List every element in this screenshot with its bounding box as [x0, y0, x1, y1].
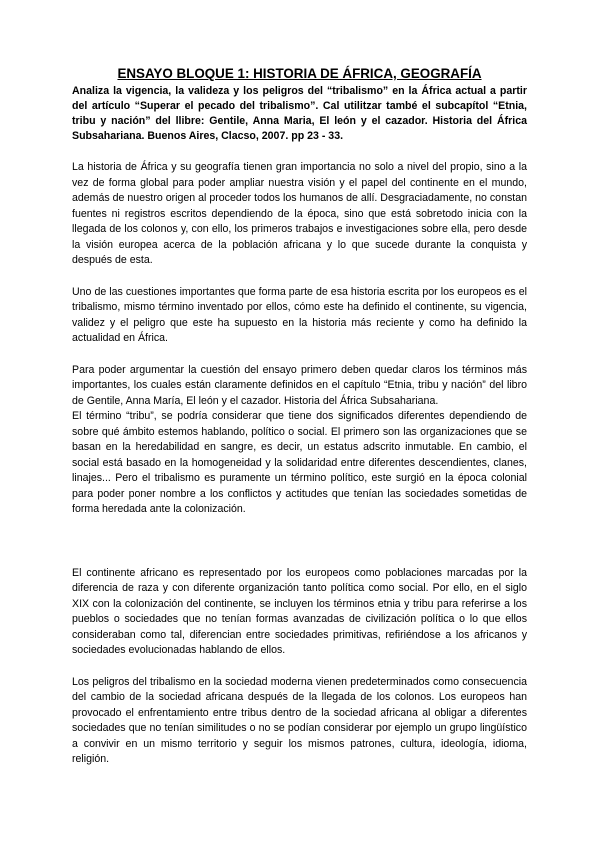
- assignment-prompt: Analiza la vigencia, la valideza y los peligros del “tribalismo” en la África actual a partir del artículo “Superar el pecado del tribalismo”. Cal utilitzar també el subcapítol “Etnia, tribu y nación” del llibre: Gentile, Anna Maria, El león y el cazador. Historia del África Subsahariana. Buenos Aires, Clacso, 2007. pp 23 - 33.: [72, 85, 527, 142]
- document-page: [72, 66, 527, 768]
- paragraph-tribalism: Uno de las cuestiones importantes que forma parte de esa historia escrita por los europeos es el tribalismo, mismo término inventado por ellos, cómo este ha definido el continente, su vigencia, validez y el peligro que este ha supuesto en la historia más reciente y como ha definido la actualidad en África.: [72, 285, 527, 344]
- paragraph-terms: Para poder argumentar la cuestión del ensayo primero deben quedar claros los términos más importantes, los cuales están claramente definidos en el capítulo “Etnia, tribu y nación” del libro de Gentile, Anna María, El león y el cazador. Historia del África Subsahariana.: [72, 363, 527, 407]
- document-title: ENSAYO BLOQUE 1: HISTORIA DE ÁFRICA, GEOGRAFÍA: [117, 66, 482, 81]
- paragraph-intro: La historia de África y su geografía tienen gran importancia no solo a nivel del propio, sino a la vez de forma global para poder ampliar nuestra visión y el papel del continente en el mundo, además de nuestro origen al proceder todos los humanos de allí. Desgraciadamente, no constan fuentes ni registros escritos dependiendo de la época, sino que está sobretodo inicia con la llegada de los colonos y, con ello, los primeros trabajos e investigaciones sobre ella, pero desde la visión europea acerca de la población africana y lo que sucede durante la conquista y después de esta.: [72, 161, 527, 266]
- paragraph-continent: El continente africano es representado por los europeos como poblaciones marcadas por la diferencia de raza y con diferente organización tanto política como social. Por ello, en el siglo XIX con la colonización del continente, se incluyen los términos etnia y tribu para referirse a los pueblos o sociedades que no tenían formas avanzadas de civilización política o lo que ellos consideraban como tal, diferencian entre sociedades primitivas, refiriéndose a los africanos y sociedades evolucionadas hablando de ellos.: [72, 566, 527, 656]
- paragraph-tribu-definition: El término “tribu”, se podría considerar que tiene dos significados diferentes dependiendo de sobre qué ámbito estemos hablando, político o social. El primero son las organizaciones que se basan en la heredabilidad en sangre, es decir, un estatus adscrito inmutable. En cambio, el social está basado en la homogeneidad y la solidaridad entre diferentes descendientes, clanes, linajes... Pero el tribalismo es puramente un término político, este surgió en la época colonial para poder poner nombre a los conflictos y actitudes que tenían las sociedades sometidas de forma heredada ante la colonización.: [72, 410, 527, 515]
- paragraph-dangers: Los peligros del tribalismo en la sociedad moderna vienen predeterminados como consecuencia del cambio de la sociedad africana después de la llegada de los colonos. Los europeos han provocado el enfrentamiento entre tribus dentro de la sociedad africana al obligar a diferentes sociedades que no tenían similitudes o no se podían considerar por ejemplo un grupo lingüístico a convivir en un mismo territorio y seguir los mismos patrones, cultura, ideología, idioma, religión.: [72, 675, 527, 765]
